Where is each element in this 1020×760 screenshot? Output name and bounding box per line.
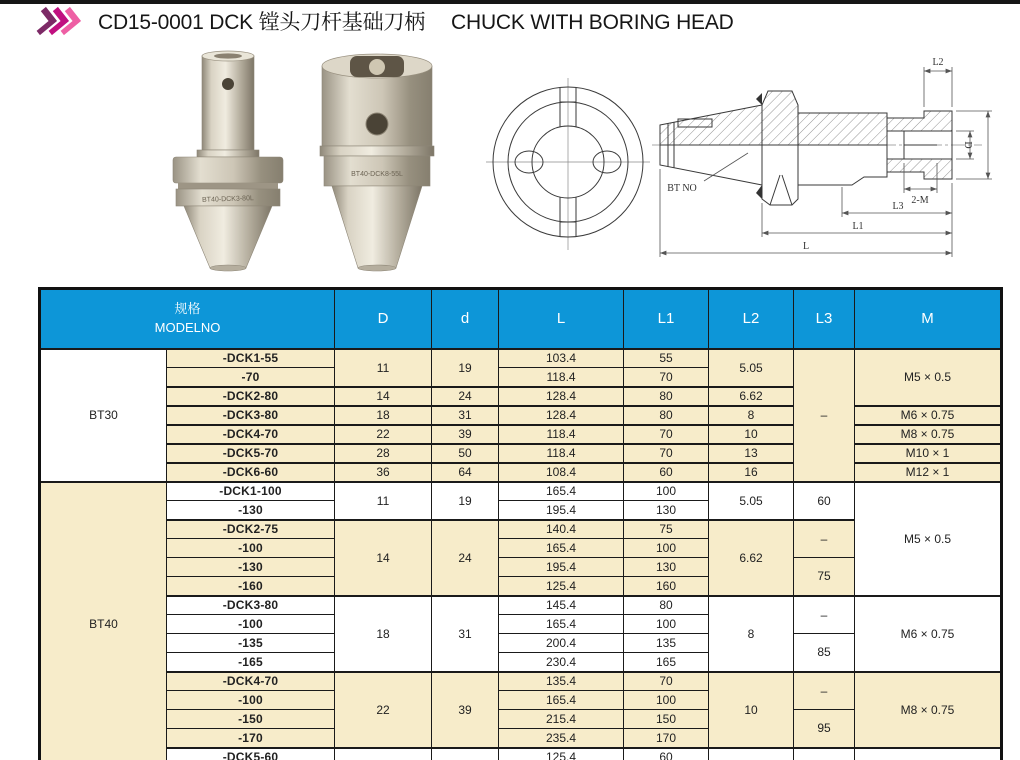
value-cell: 165.4: [499, 691, 624, 710]
table-row: [40, 463, 1002, 482]
value-cell: 5.05: [709, 482, 794, 520]
table-row: [40, 596, 1002, 615]
value-cell: 150: [624, 710, 709, 729]
model-cell: -100: [167, 539, 335, 558]
value-cell: 215.4: [499, 710, 624, 729]
value-cell: 39: [432, 672, 499, 748]
value-cell: 70: [624, 368, 709, 387]
dim-label-d-bore: D: [962, 141, 973, 149]
model-cell: -DCK1-55: [167, 349, 335, 368]
model-cell: -70: [167, 368, 335, 387]
value-cell: 10: [709, 425, 794, 444]
spec-label-en: MODELNO: [154, 319, 221, 335]
value-cell: 235.4: [499, 729, 624, 748]
value-cell: 160: [624, 577, 709, 596]
value-cell: 130: [624, 558, 709, 577]
value-cell: 103.4: [499, 349, 624, 368]
model-cell: -DCK4-70: [167, 425, 335, 444]
table-row: [40, 748, 1002, 760]
dim-label-l2: L2: [932, 57, 944, 68]
value-cell: 165.4: [499, 539, 624, 558]
model-cell: -165: [167, 653, 335, 672]
header-cell-d: d: [432, 289, 499, 349]
table-row: [40, 482, 1002, 501]
value-cell: 80: [624, 387, 709, 406]
dim-label-l1: L1: [852, 221, 864, 232]
value-cell: 135: [624, 634, 709, 653]
model-cell: -DCK5-60: [167, 748, 335, 760]
spec-table: [38, 287, 1003, 760]
value-cell: 31: [432, 406, 499, 425]
value-cell: 125.4: [499, 748, 624, 760]
spec-label-cn: 规格: [174, 300, 201, 316]
value-cell: 165.4: [499, 482, 624, 501]
value-cell: 6.62: [709, 520, 794, 596]
value-cell: 24: [432, 387, 499, 406]
value-cell: 195.4: [499, 501, 624, 520]
model-cell: -130: [167, 501, 335, 520]
value-cell: 14: [335, 520, 432, 596]
model-cell: -DCK5-70: [167, 444, 335, 463]
value-cell: 85: [794, 634, 855, 672]
value-cell: 19: [432, 482, 499, 520]
value-cell: 13: [709, 444, 794, 463]
model-cell: -100: [167, 691, 335, 710]
value-cell: 100: [624, 539, 709, 558]
value-cell: 170: [624, 729, 709, 748]
page-title-en: CHUCK WITH BORING HEAD: [451, 11, 734, 34]
value-cell: M6 × 0.75: [855, 406, 1002, 425]
triple-chevron-icon: [36, 6, 88, 36]
table-row: [40, 672, 1002, 691]
value-cell: M6 × 0.75: [855, 596, 1002, 672]
value-cell: 80: [624, 406, 709, 425]
model-cell: -DCK3-80: [167, 596, 335, 615]
value-cell: 118.4: [499, 425, 624, 444]
value-cell: 70: [624, 425, 709, 444]
value-cell: 16: [709, 463, 794, 482]
value-cell: M8 × 0.75: [855, 425, 1002, 444]
value-cell: 145.4: [499, 596, 624, 615]
dim-label-bt-no: BT NO: [667, 183, 697, 194]
dim-label-l3: L3: [892, 201, 904, 212]
dim-label-thread: 2-M: [911, 195, 929, 206]
value-cell: 80: [624, 596, 709, 615]
engraving-text-right: BT40-DCK8-55L: [351, 171, 403, 178]
value-cell: 31: [432, 596, 499, 672]
value-cell: 230.4: [499, 653, 624, 672]
shank-cell: BT40: [40, 482, 167, 760]
value-cell: 118.4: [499, 368, 624, 387]
header-cell-L: L: [499, 289, 624, 349]
model-cell: -DCK2-80: [167, 387, 335, 406]
value-cell: –: [794, 520, 855, 558]
value-cell: 36: [335, 463, 432, 482]
value-cell: 130: [624, 501, 709, 520]
value-cell: 39: [432, 425, 499, 444]
value-cell: 8: [709, 596, 794, 672]
value-cell: [432, 748, 499, 760]
value-cell: 100: [624, 691, 709, 710]
value-cell: 70: [624, 672, 709, 691]
model-cell: -DCK2-75: [167, 520, 335, 539]
product-photo-right: [320, 54, 434, 271]
model-cell: -160: [167, 577, 335, 596]
product-photo-left: [173, 51, 283, 271]
spec-table-head: [40, 289, 1002, 349]
page-title-cn: CD15-0001 DCK 镗头刀杆基础刀柄: [98, 11, 426, 34]
value-cell: 19: [432, 349, 499, 387]
header-cell-M: M: [855, 289, 1002, 349]
value-cell: 64: [432, 463, 499, 482]
value-cell: 165.4: [499, 615, 624, 634]
value-cell: 125.4: [499, 577, 624, 596]
spec-table-body: [40, 349, 1002, 760]
value-cell: 60: [794, 482, 855, 520]
front-view-drawing: [483, 72, 653, 254]
value-cell: [335, 748, 432, 760]
value-cell: 10: [709, 672, 794, 748]
value-cell: 18: [335, 596, 432, 672]
header-cell-L3: L3: [794, 289, 855, 349]
model-cell: -135: [167, 634, 335, 653]
header-cell-L2: L2: [709, 289, 794, 349]
value-cell: 28: [335, 444, 432, 463]
value-cell: 60: [624, 463, 709, 482]
value-cell: [855, 748, 1002, 760]
value-cell: [709, 748, 794, 760]
value-cell: –: [794, 349, 855, 482]
value-cell: 100: [624, 482, 709, 501]
value-cell: 75: [794, 558, 855, 596]
title-bar: [36, 6, 734, 36]
value-cell: 11: [335, 349, 432, 387]
value-cell: 100: [624, 615, 709, 634]
value-cell: 14: [335, 387, 432, 406]
value-cell: 195.4: [499, 558, 624, 577]
header-cell-D: D: [335, 289, 432, 349]
model-cell: -DCK1-100: [167, 482, 335, 501]
value-cell: 60: [624, 748, 709, 760]
value-cell: 8: [709, 406, 794, 425]
value-cell: –: [794, 596, 855, 634]
dim-label-l: L: [802, 241, 810, 252]
value-cell: 50: [432, 444, 499, 463]
model-cell: -DCK6-60: [167, 463, 335, 482]
value-cell: 165: [624, 653, 709, 672]
table-row: [40, 425, 1002, 444]
value-cell: [794, 748, 855, 760]
header-row: [40, 289, 1002, 349]
value-cell: 200.4: [499, 634, 624, 653]
model-cell: -DCK3-80: [167, 406, 335, 425]
value-cell: 95: [794, 710, 855, 748]
model-cell: -130: [167, 558, 335, 577]
value-cell: 5.05: [709, 349, 794, 387]
value-cell: M10 × 1: [855, 444, 1002, 463]
model-cell: -170: [167, 729, 335, 748]
value-cell: 70: [624, 444, 709, 463]
value-cell: 75: [624, 520, 709, 539]
shank-cell: BT30: [40, 349, 167, 482]
value-cell: 24: [432, 520, 499, 596]
value-cell: 18: [335, 406, 432, 425]
product-photos: [140, 50, 460, 272]
value-cell: 6.62: [709, 387, 794, 406]
value-cell: 118.4: [499, 444, 624, 463]
value-cell: 55: [624, 349, 709, 368]
table-row: [40, 349, 1002, 368]
value-cell: 128.4: [499, 387, 624, 406]
model-cell: -150: [167, 710, 335, 729]
top-rule: [0, 0, 1020, 4]
engraving-text-left: BT40-DCK3-80L: [201, 195, 254, 204]
table-row: [40, 406, 1002, 425]
value-cell: 140.4: [499, 520, 624, 539]
value-cell: 22: [335, 425, 432, 444]
value-cell: M5 × 0.5: [855, 349, 1002, 406]
value-cell: 135.4: [499, 672, 624, 691]
value-cell: M8 × 0.75: [855, 672, 1002, 748]
page-title: [98, 6, 734, 36]
model-cell: -DCK4-70: [167, 672, 335, 691]
value-cell: –: [794, 672, 855, 710]
value-cell: 22: [335, 672, 432, 748]
table-row: [40, 444, 1002, 463]
value-cell: 128.4: [499, 406, 624, 425]
side-view-drawing: [652, 53, 1018, 268]
header-cell-L1: L1: [624, 289, 709, 349]
value-cell: 108.4: [499, 463, 624, 482]
value-cell: M12 × 1: [855, 463, 1002, 482]
value-cell: 11: [335, 482, 432, 520]
value-cell: M5 × 0.5: [855, 482, 1002, 596]
header-cell-modelno: [40, 289, 335, 349]
model-cell: -100: [167, 615, 335, 634]
